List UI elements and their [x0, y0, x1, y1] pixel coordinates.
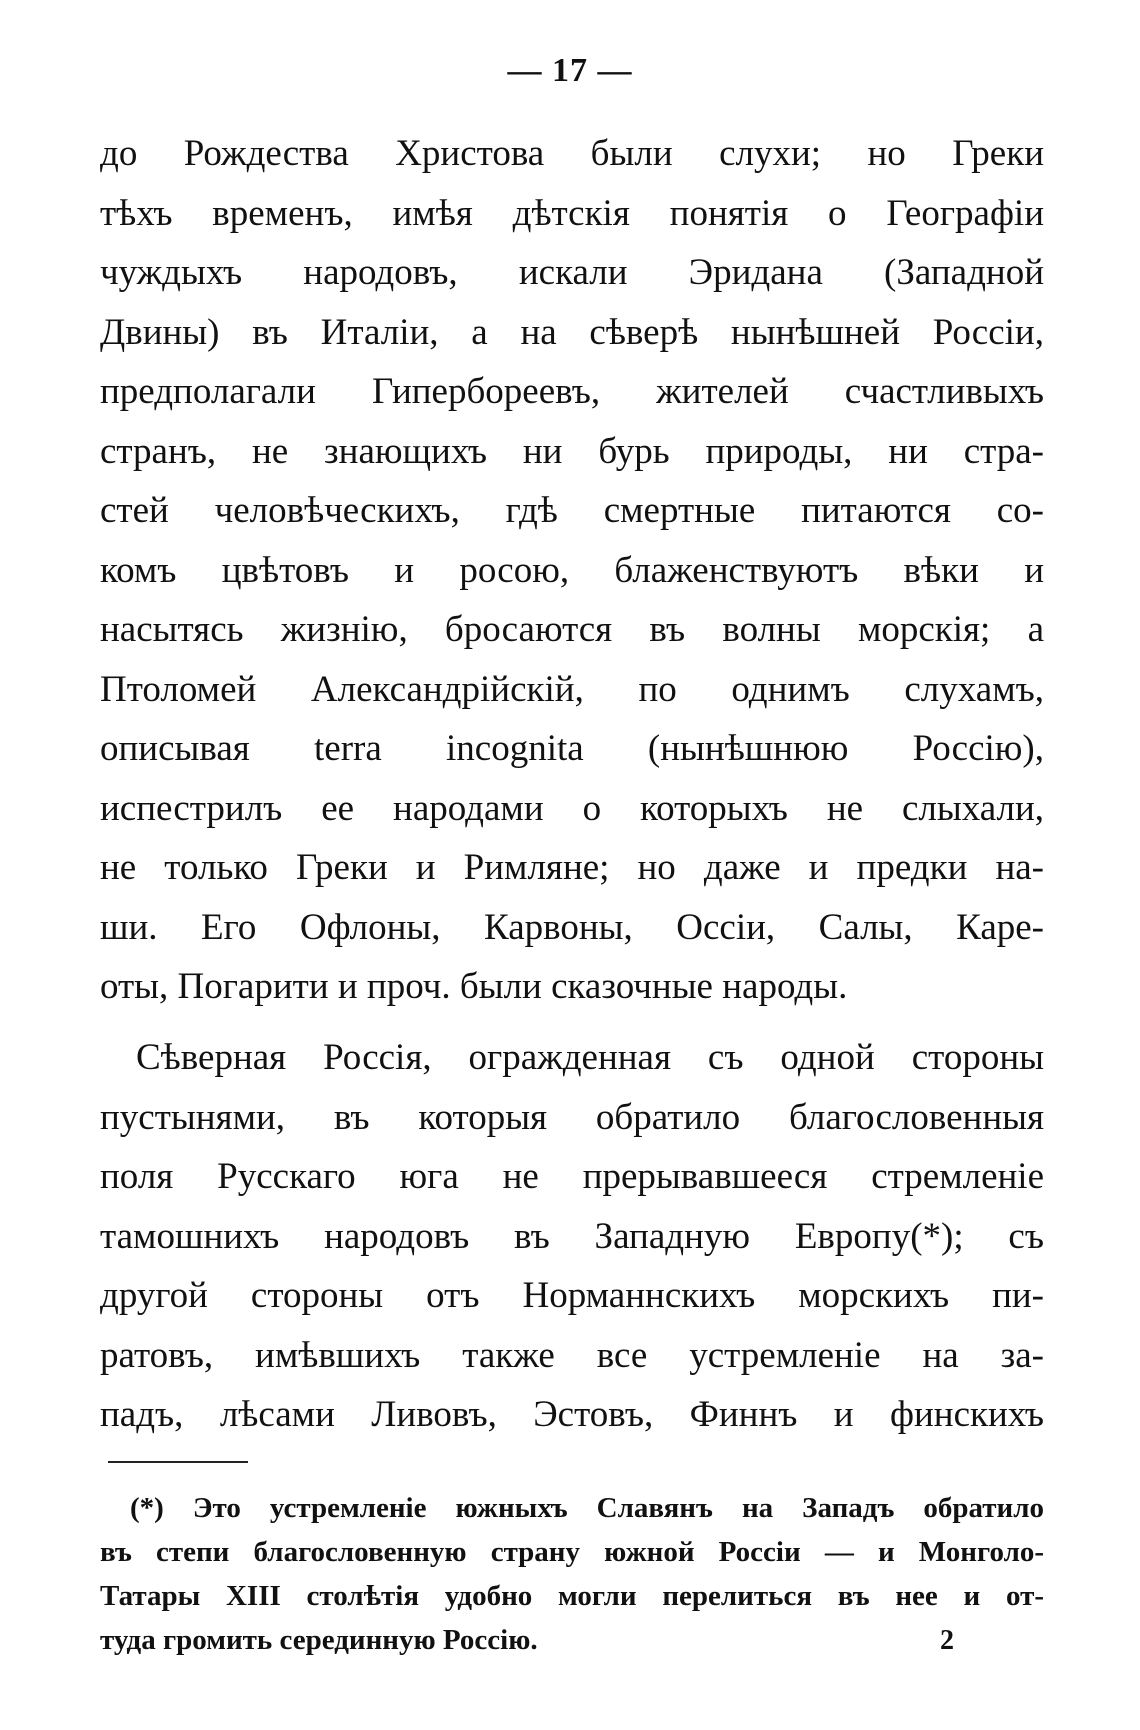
text-line: предполагали Гипербореевъ, жителей счастливыхъ	[100, 371, 1044, 412]
text-line: описывая terra incognita (нынѣшнюю Россію),	[100, 728, 1044, 769]
text-line: ратовъ, имѣвшихъ также все устремленіе на за-	[100, 1334, 1044, 1376]
footnote-line: туда громить серединную Россію.	[100, 1624, 538, 1656]
text-line: тѣхъ временъ, имѣя дѣтскія понятія о Географіи	[100, 192, 1044, 234]
footnote-divider	[108, 1461, 248, 1463]
text-line: не только Греки и Римляне; но даже и предки на-	[100, 847, 1044, 888]
text-line: испестрилъ ее народами о которыхъ не слыхали,	[100, 787, 1044, 829]
footnote-line: въ степи благословенную страну южной Россіи — и Монголо-	[100, 1536, 1044, 1568]
text-line: оты, Погарити и проч. были сказочные народы.	[100, 966, 848, 1007]
text-line: Двины) въ Италіи, а на сѣверѣ нынѣшней Россіи,	[100, 311, 1044, 353]
text-line: странъ, не знающихъ ни бурь природы, ни стра-	[100, 430, 1044, 472]
text-line: Птоломей Александрійскій, по однимъ слухамъ,	[100, 668, 1044, 710]
text-line: чуждыхъ народовъ, искали Эридана (Западной	[100, 252, 1044, 293]
text-line: другой стороны отъ Норманнскихъ морскихъ пи-	[100, 1275, 1044, 1316]
text-line: комъ цвѣтовъ и росою, блаженствуютъ вѣки и	[100, 549, 1044, 591]
text-line: стей человѣческихъ, гдѣ смертные питаются со-	[100, 490, 1044, 531]
footnote-line: (*) Это устремленіе южныхъ Славянъ на Западъ обратило	[130, 1492, 1044, 1524]
footnote-line: Татары XIII столѣтія удобно могли перелиться въ нее и от-	[100, 1580, 1044, 1612]
text-line: пустынями, въ которыя обратило благословенныя	[100, 1096, 1044, 1138]
text-line: падъ, лѣсами Ливовъ, Эстовъ, Финнъ и финскихъ	[100, 1394, 1044, 1435]
footnote	[100, 1486, 1044, 1662]
text-line: Сѣверная Россія, огражденная съ одной стороны	[136, 1037, 1044, 1078]
text-line: до Рождества Христова были слухи; но Греки	[100, 133, 1044, 174]
paragraph-1	[100, 124, 1044, 1017]
text-line: ши. Его Офлоны, Карвоны, Оссіи, Салы, Каре-	[100, 906, 1044, 948]
text-line: поля Русскаго юга не прерывавшееся стремленіе	[100, 1156, 1044, 1197]
text-line: тамошнихъ народовъ въ Западную Европу(*); съ	[100, 1215, 1044, 1257]
page-number: — 17 —	[507, 52, 633, 89]
signature-mark: 2	[940, 1625, 954, 1656]
text-line: насытясь жизнію, бросаются въ волны морскія; а	[100, 609, 1044, 650]
paragraph-2	[100, 1028, 1044, 1445]
